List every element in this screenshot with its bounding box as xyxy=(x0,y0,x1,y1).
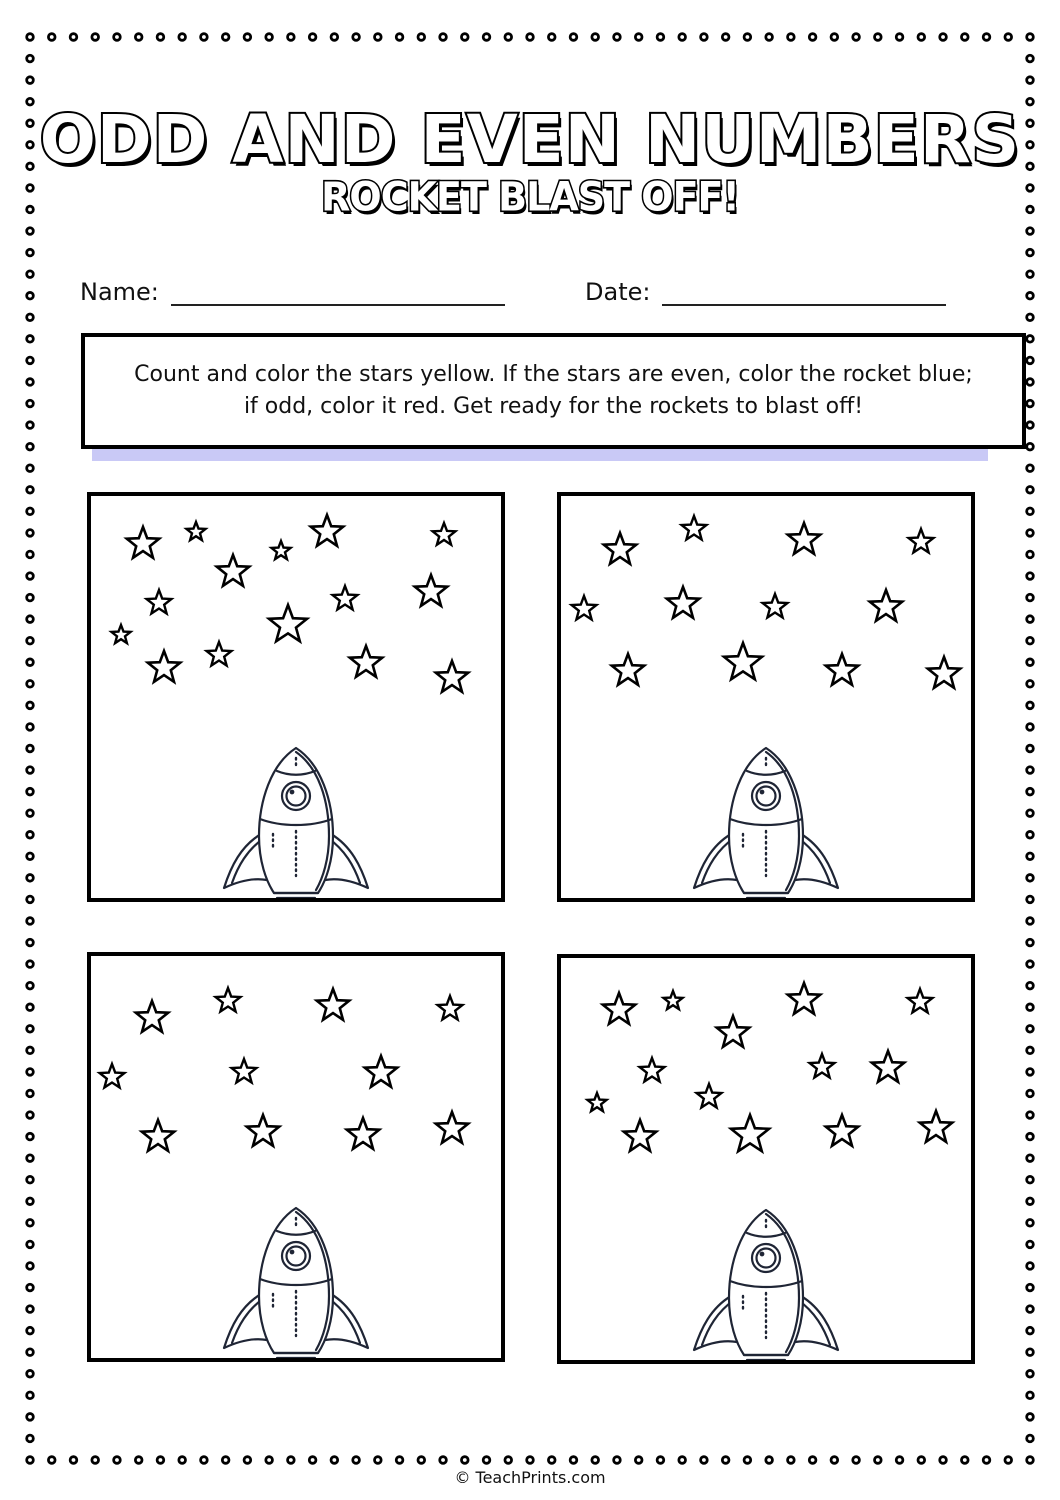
border-dot xyxy=(27,1176,34,1183)
border-dot xyxy=(48,1457,55,1464)
border-dot xyxy=(27,1220,34,1227)
border-dot xyxy=(614,1457,621,1464)
border-dot xyxy=(483,34,490,41)
border-dot xyxy=(27,422,34,429)
star-icon[interactable] xyxy=(217,555,249,586)
border-dot xyxy=(722,1457,729,1464)
panel-artwork xyxy=(91,496,501,898)
border-dot xyxy=(1027,1241,1034,1248)
border-dot xyxy=(27,292,34,299)
border-dot xyxy=(831,34,838,41)
border-dot xyxy=(331,1457,338,1464)
star-icon[interactable] xyxy=(232,1059,257,1083)
border-dot xyxy=(461,1457,468,1464)
star-icon[interactable] xyxy=(148,651,180,682)
border-dot xyxy=(1027,810,1034,817)
border-dot xyxy=(396,1457,403,1464)
border-dot xyxy=(1027,1263,1034,1270)
border-dot xyxy=(27,681,34,688)
border-dot xyxy=(288,34,295,41)
border-dot xyxy=(1027,336,1034,343)
border-dot xyxy=(244,1457,251,1464)
border-dot xyxy=(1027,443,1034,450)
border-dot xyxy=(27,357,34,364)
border-dot xyxy=(375,1457,382,1464)
border-dot xyxy=(961,1457,968,1464)
star-icon[interactable] xyxy=(717,1016,749,1047)
border-dot xyxy=(309,34,316,41)
border-dot xyxy=(1027,1090,1034,1097)
star-icon[interactable] xyxy=(438,996,463,1020)
border-dot xyxy=(27,379,34,386)
border-dot xyxy=(679,34,686,41)
border-dot xyxy=(809,1457,816,1464)
border-dot xyxy=(27,637,34,644)
border-dot xyxy=(983,34,990,41)
border-dot xyxy=(396,34,403,41)
border-dot xyxy=(135,34,142,41)
star-icon[interactable] xyxy=(127,527,159,558)
star-icon[interactable] xyxy=(788,983,820,1014)
rocket-icon[interactable] xyxy=(694,1210,838,1360)
border-dot xyxy=(27,918,34,925)
instructions-box xyxy=(81,333,1026,449)
border-dot xyxy=(27,249,34,256)
border-dot xyxy=(983,1457,990,1464)
border-dot xyxy=(27,314,34,321)
border-dot xyxy=(27,982,34,989)
border-dot xyxy=(27,1090,34,1097)
border-dot xyxy=(27,702,34,709)
border-dot xyxy=(27,1327,34,1334)
border-dot xyxy=(1027,1392,1034,1399)
star-icon[interactable] xyxy=(697,1084,722,1108)
border-dot xyxy=(309,1457,316,1464)
border-dot xyxy=(70,1457,77,1464)
border-dot xyxy=(1027,594,1034,601)
star-icon[interactable] xyxy=(724,643,762,679)
star-icon[interactable] xyxy=(604,533,636,564)
border-dot xyxy=(570,1457,577,1464)
date-label: Date: xyxy=(585,278,651,306)
border-dot xyxy=(179,34,186,41)
star-icon[interactable] xyxy=(908,989,933,1013)
star-icon[interactable] xyxy=(347,1118,379,1149)
star-icon[interactable] xyxy=(603,993,635,1024)
star-icon[interactable] xyxy=(269,605,307,641)
border-dot xyxy=(114,34,121,41)
border-dot xyxy=(1027,530,1034,537)
border-dot xyxy=(940,34,947,41)
border-dot xyxy=(27,486,34,493)
border-dot xyxy=(157,34,164,41)
name-write-line[interactable] xyxy=(171,278,505,306)
border-dot xyxy=(27,616,34,623)
star-icon[interactable] xyxy=(311,515,343,546)
star-icon[interactable] xyxy=(731,1115,769,1151)
rocket-panel-3[interactable] xyxy=(87,952,505,1362)
border-dot xyxy=(27,1112,34,1119)
worksheet-title: ODD AND EVEN NUMBERS xyxy=(39,101,1021,178)
border-dot xyxy=(1027,573,1034,580)
star-icon[interactable] xyxy=(928,657,960,688)
star-icon[interactable] xyxy=(826,1115,858,1146)
border-dot xyxy=(1027,357,1034,364)
border-dot xyxy=(788,34,795,41)
border-dot xyxy=(27,767,34,774)
border-dot xyxy=(114,1457,121,1464)
border-dot xyxy=(418,34,425,41)
border-dot xyxy=(27,1457,34,1464)
border-dot xyxy=(1027,34,1034,41)
border-dot xyxy=(27,1435,34,1442)
star-icon[interactable] xyxy=(436,661,468,692)
border-dot xyxy=(1027,896,1034,903)
border-dot xyxy=(92,1457,99,1464)
border-dot xyxy=(27,1241,34,1248)
border-dot xyxy=(244,34,251,41)
rocket-panel-4[interactable] xyxy=(557,954,975,1364)
border-dot xyxy=(1027,228,1034,235)
star-icon[interactable] xyxy=(216,988,241,1012)
border-dot xyxy=(1027,422,1034,429)
border-dot xyxy=(679,1457,686,1464)
border-dot xyxy=(1027,831,1034,838)
border-dot xyxy=(1027,77,1034,84)
border-dot xyxy=(570,34,577,41)
border-dot xyxy=(135,1457,142,1464)
border-dot xyxy=(353,1457,360,1464)
border-dot xyxy=(548,1457,555,1464)
star-icon[interactable] xyxy=(572,596,597,620)
star-icon[interactable] xyxy=(100,1064,125,1088)
star-icon[interactable] xyxy=(333,586,358,610)
border-dot xyxy=(1027,1435,1034,1442)
panel-artwork xyxy=(561,496,971,898)
border-dot xyxy=(1027,508,1034,515)
star-icon[interactable] xyxy=(112,625,131,643)
border-dot xyxy=(27,831,34,838)
border-dot xyxy=(657,1457,664,1464)
border-dot xyxy=(1027,1198,1034,1205)
star-icon[interactable] xyxy=(826,654,858,685)
star-icon[interactable] xyxy=(870,590,902,621)
border-dot xyxy=(1027,918,1034,925)
border-dot xyxy=(27,1004,34,1011)
rocket-icon[interactable] xyxy=(224,1208,368,1358)
star-icon[interactable] xyxy=(415,575,447,606)
border-dot xyxy=(27,34,34,41)
star-icon[interactable] xyxy=(317,989,349,1020)
border-dot xyxy=(918,1457,925,1464)
border-dot xyxy=(27,853,34,860)
border-dot xyxy=(461,34,468,41)
border-dot xyxy=(1027,1457,1034,1464)
border-dot xyxy=(1027,1220,1034,1227)
star-icon[interactable] xyxy=(350,646,382,677)
border-dot xyxy=(527,34,534,41)
border-dot xyxy=(1027,767,1034,774)
border-dot xyxy=(483,1457,490,1464)
star-icon[interactable] xyxy=(272,541,291,559)
border-dot xyxy=(27,443,34,450)
border-dot xyxy=(766,1457,773,1464)
border-dot xyxy=(27,875,34,882)
border-dot xyxy=(1027,1112,1034,1119)
border-dot xyxy=(1027,1306,1034,1313)
star-icon[interactable] xyxy=(147,590,172,614)
name-label: Name: xyxy=(80,278,159,306)
border-dot xyxy=(27,1047,34,1054)
border-dot xyxy=(875,1457,882,1464)
border-dot xyxy=(27,810,34,817)
border-dot xyxy=(353,34,360,41)
star-icon[interactable] xyxy=(872,1051,904,1082)
border-dot xyxy=(27,724,34,731)
instructions-text: Count and color the stars yellow. If the stars are even, color the rocket blue; if odd, color it red. Get ready for the rockets to blast off! xyxy=(134,362,973,419)
date-field[interactable] xyxy=(585,278,946,306)
border-dot xyxy=(1027,1414,1034,1421)
border-dot xyxy=(222,1457,229,1464)
border-dot xyxy=(853,34,860,41)
star-icon[interactable] xyxy=(664,991,683,1009)
border-dot xyxy=(1027,1004,1034,1011)
border-dot xyxy=(1027,875,1034,882)
star-icon[interactable] xyxy=(640,1058,665,1082)
star-icon[interactable] xyxy=(436,1112,468,1143)
border-dot xyxy=(70,34,77,41)
border-dot xyxy=(1027,486,1034,493)
border-dot xyxy=(27,1306,34,1313)
copyright-footer: © TeachPrints.com xyxy=(454,1468,606,1487)
border-dot xyxy=(744,1457,751,1464)
border-dot xyxy=(1027,637,1034,644)
border-dot xyxy=(27,1025,34,1032)
border-dot xyxy=(940,1457,947,1464)
border-dot xyxy=(288,1457,295,1464)
border-dot xyxy=(266,34,273,41)
border-dot xyxy=(27,594,34,601)
border-dot xyxy=(1027,314,1034,321)
border-dot xyxy=(1027,249,1034,256)
border-dot xyxy=(440,1457,447,1464)
border-dot xyxy=(27,530,34,537)
border-dot xyxy=(635,34,642,41)
border-dot xyxy=(1027,745,1034,752)
border-dot xyxy=(27,788,34,795)
border-dot xyxy=(27,400,34,407)
border-dot xyxy=(1027,55,1034,62)
border-dot xyxy=(766,34,773,41)
border-dot xyxy=(27,228,34,235)
border-dot xyxy=(27,1414,34,1421)
star-icon[interactable] xyxy=(433,523,456,545)
border-dot xyxy=(744,34,751,41)
border-dot xyxy=(48,34,55,41)
border-dot xyxy=(1027,292,1034,299)
star-icon[interactable] xyxy=(810,1054,835,1078)
border-dot xyxy=(614,34,621,41)
border-dot xyxy=(1027,271,1034,278)
border-dot xyxy=(1027,982,1034,989)
border-dot xyxy=(27,896,34,903)
border-dot xyxy=(27,659,34,666)
border-dot xyxy=(1027,1133,1034,1140)
border-dot xyxy=(27,1392,34,1399)
border-dot xyxy=(27,961,34,968)
border-dot xyxy=(440,34,447,41)
border-dot xyxy=(1027,400,1034,407)
border-dot xyxy=(505,1457,512,1464)
panel-artwork xyxy=(561,958,971,1360)
border-dot xyxy=(1027,465,1034,472)
border-dot xyxy=(635,1457,642,1464)
star-icon[interactable] xyxy=(788,523,820,554)
border-dot xyxy=(1027,1284,1034,1291)
border-dot xyxy=(505,34,512,41)
border-dot xyxy=(1027,1155,1034,1162)
star-icon[interactable] xyxy=(365,1056,397,1087)
border-dot xyxy=(266,1457,273,1464)
border-dot xyxy=(201,34,208,41)
border-dot xyxy=(1027,616,1034,623)
star-icon[interactable] xyxy=(624,1120,656,1151)
border-dot xyxy=(875,34,882,41)
border-dot xyxy=(1027,788,1034,795)
border-dot xyxy=(809,34,816,41)
border-dot xyxy=(722,34,729,41)
border-dot xyxy=(418,1457,425,1464)
rocket-panel-1[interactable] xyxy=(87,492,505,902)
border-dot xyxy=(788,1457,795,1464)
border-dot xyxy=(179,1457,186,1464)
rocket-icon[interactable] xyxy=(694,748,838,898)
border-dot xyxy=(157,1457,164,1464)
star-icon[interactable] xyxy=(909,529,934,553)
border-dot xyxy=(1027,1349,1034,1356)
star-icon[interactable] xyxy=(187,522,206,540)
star-icon[interactable] xyxy=(920,1111,952,1142)
border-dot xyxy=(27,745,34,752)
border-dot xyxy=(27,573,34,580)
border-dot xyxy=(27,1155,34,1162)
border-dot xyxy=(1027,1047,1034,1054)
date-write-line[interactable] xyxy=(662,278,946,306)
star-icon[interactable] xyxy=(588,1093,607,1111)
border-dot xyxy=(1027,1025,1034,1032)
star-icon[interactable] xyxy=(247,1115,279,1146)
border-dot xyxy=(896,1457,903,1464)
border-dot xyxy=(27,1198,34,1205)
border-dot xyxy=(1027,659,1034,666)
border-dot xyxy=(1027,551,1034,558)
border-dot xyxy=(222,34,229,41)
border-dot xyxy=(27,55,34,62)
rocket-panel-2[interactable] xyxy=(557,492,975,902)
star-icon[interactable] xyxy=(682,516,707,540)
panel-artwork xyxy=(91,956,501,1358)
border-dot xyxy=(961,34,968,41)
border-dot xyxy=(592,1457,599,1464)
border-dot xyxy=(27,77,34,84)
border-dot xyxy=(201,1457,208,1464)
border-dot xyxy=(1027,961,1034,968)
border-dot xyxy=(27,465,34,472)
border-dot xyxy=(1027,681,1034,688)
border-dot xyxy=(27,508,34,515)
border-dot xyxy=(1027,1327,1034,1334)
border-dot xyxy=(27,1284,34,1291)
border-dot xyxy=(548,34,555,41)
border-dot xyxy=(1027,724,1034,731)
border-dot xyxy=(1027,1069,1034,1076)
border-dot xyxy=(853,1457,860,1464)
rocket-icon[interactable] xyxy=(224,748,368,898)
border-dot xyxy=(375,34,382,41)
border-dot xyxy=(831,1457,838,1464)
border-dot xyxy=(527,1457,534,1464)
star-icon[interactable] xyxy=(667,587,699,618)
border-dot xyxy=(331,34,338,41)
border-dot xyxy=(1027,853,1034,860)
border-dot xyxy=(27,336,34,343)
border-dot xyxy=(1005,34,1012,41)
border-dot xyxy=(27,1370,34,1377)
name-field[interactable] xyxy=(80,278,505,306)
border-dot xyxy=(27,1349,34,1356)
star-icon[interactable] xyxy=(142,1120,174,1151)
worksheet-subtitle: ROCKET BLAST OFF! xyxy=(321,173,739,221)
star-icon[interactable] xyxy=(612,654,644,685)
border-dot xyxy=(1027,702,1034,709)
border-dot xyxy=(27,1069,34,1076)
border-dot xyxy=(918,34,925,41)
star-icon[interactable] xyxy=(763,594,788,618)
border-dot xyxy=(27,551,34,558)
border-dot xyxy=(657,34,664,41)
border-dot xyxy=(1005,1457,1012,1464)
border-dot xyxy=(92,34,99,41)
star-icon[interactable] xyxy=(207,642,232,666)
border-dot xyxy=(1027,939,1034,946)
border-dot xyxy=(27,1263,34,1270)
border-dot xyxy=(701,34,708,41)
border-dot xyxy=(27,939,34,946)
border-dot xyxy=(896,34,903,41)
star-icon[interactable] xyxy=(136,1001,168,1032)
border-dot xyxy=(701,1457,708,1464)
border-dot xyxy=(27,1133,34,1140)
border-dot xyxy=(1027,379,1034,386)
border-dot xyxy=(592,34,599,41)
border-dot xyxy=(1027,1176,1034,1183)
border-dot xyxy=(27,271,34,278)
border-dot xyxy=(1027,1370,1034,1377)
